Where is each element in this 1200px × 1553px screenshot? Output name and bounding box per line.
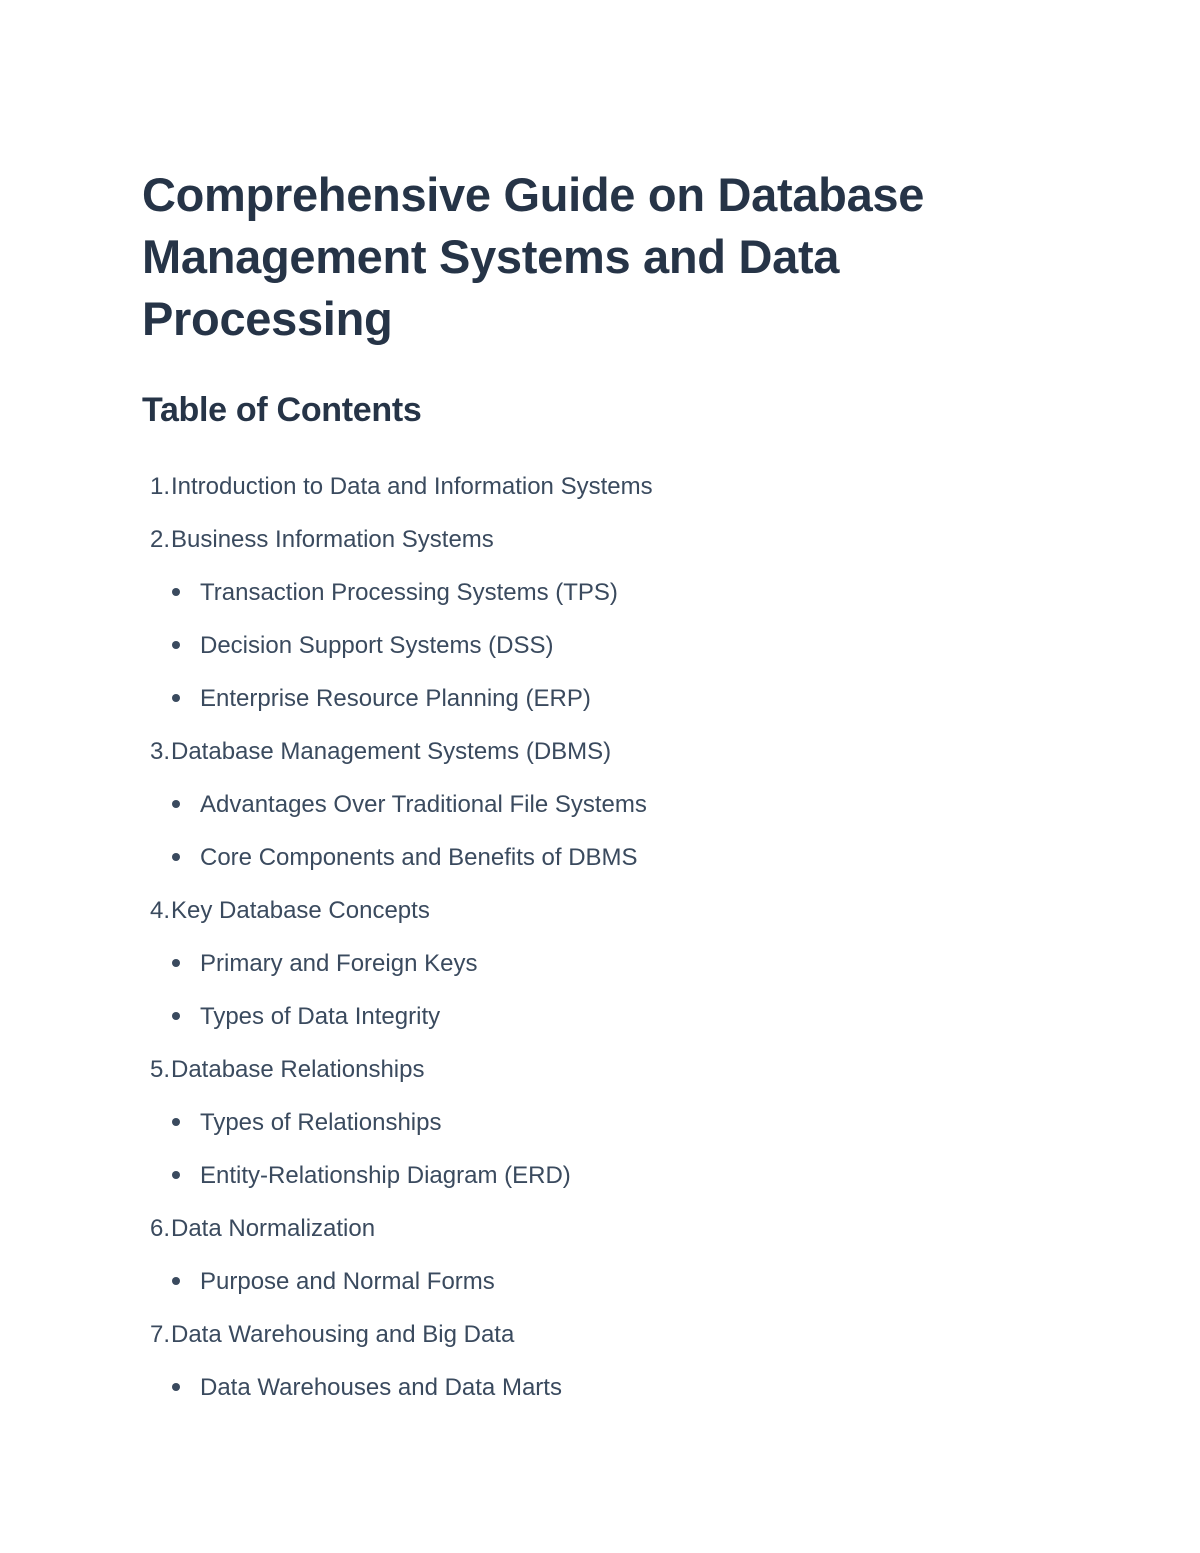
toc-section-number: 5. bbox=[149, 1056, 170, 1083]
toc-subitem[interactable] bbox=[142, 990, 1042, 1043]
toc-subitem[interactable] bbox=[142, 1096, 1042, 1149]
toc-item-label: Purpose and Normal Forms bbox=[200, 1268, 495, 1295]
toc-item-label: Types of Data Integrity bbox=[200, 1003, 441, 1030]
toc-section-number: 4. bbox=[149, 897, 170, 924]
toc-item-label: Business Information Systems bbox=[171, 526, 494, 553]
toc-subitem[interactable] bbox=[142, 1361, 1042, 1414]
toc-item-label: Data Warehousing and Big Data bbox=[171, 1321, 515, 1348]
toc-subitem[interactable] bbox=[142, 566, 1042, 619]
toc-item-label: Key Database Concepts bbox=[171, 897, 430, 924]
toc-item-label: Enterprise Resource Planning (ERP) bbox=[200, 685, 591, 712]
toc-section-item[interactable] bbox=[142, 1043, 1042, 1096]
toc-heading: Table of Contents bbox=[142, 391, 422, 429]
bullet-icon bbox=[172, 694, 180, 702]
bullet-icon bbox=[172, 959, 180, 967]
bullet-icon bbox=[172, 1118, 180, 1126]
document-title: Comprehensive Guide on Database Management Systems and Data Processing bbox=[142, 168, 925, 345]
toc-subitem[interactable] bbox=[142, 619, 1042, 672]
toc-subitem[interactable] bbox=[142, 1255, 1042, 1308]
toc-item-label: Data Normalization bbox=[171, 1215, 376, 1242]
toc-subitem[interactable] bbox=[142, 1149, 1042, 1202]
toc-section-number: 2. bbox=[149, 526, 170, 553]
toc-section-item[interactable] bbox=[142, 1308, 1042, 1361]
toc-section-number: 1. bbox=[149, 473, 170, 500]
toc-item-label: Data Warehouses and Data Marts bbox=[200, 1374, 562, 1401]
toc-section-item[interactable] bbox=[142, 513, 1042, 566]
toc-subitem[interactable] bbox=[142, 778, 1042, 831]
toc-item-label: Transaction Processing Systems (TPS) bbox=[200, 579, 618, 606]
toc-section-number: 6. bbox=[149, 1215, 170, 1242]
bullet-icon bbox=[172, 800, 180, 808]
toc-section-item[interactable] bbox=[142, 1202, 1042, 1255]
toc-item-label: Decision Support Systems (DSS) bbox=[200, 632, 554, 659]
toc-item-label: Types of Relationships bbox=[200, 1109, 442, 1136]
bullet-icon bbox=[172, 641, 180, 649]
toc-section-item[interactable] bbox=[142, 460, 1042, 513]
document-page bbox=[142, 164, 1042, 1414]
bullet-icon bbox=[172, 588, 180, 596]
toc-item-label: Entity-Relationship Diagram (ERD) bbox=[200, 1162, 571, 1189]
toc-item-label: Introduction to Data and Information Systems bbox=[171, 473, 653, 500]
bullet-icon bbox=[172, 853, 180, 861]
toc-subitem[interactable] bbox=[142, 937, 1042, 990]
toc-item-label: Core Components and Benefits of DBMS bbox=[200, 844, 638, 871]
bullet-icon bbox=[172, 1012, 180, 1020]
toc-section-item[interactable] bbox=[142, 725, 1042, 778]
toc-item-label: Database Relationships bbox=[171, 1056, 425, 1083]
toc-subitem[interactable] bbox=[142, 672, 1042, 725]
toc-section-number: 7. bbox=[149, 1321, 170, 1348]
toc-section-number: 3. bbox=[149, 738, 170, 765]
table-of-contents bbox=[142, 460, 1042, 1414]
toc-item-label: Primary and Foreign Keys bbox=[200, 950, 478, 977]
toc-subitem[interactable] bbox=[142, 831, 1042, 884]
bullet-icon bbox=[172, 1277, 180, 1285]
bullet-icon bbox=[172, 1171, 180, 1179]
toc-section-item[interactable] bbox=[142, 884, 1042, 937]
bullet-icon bbox=[172, 1383, 180, 1391]
toc-item-label: Database Management Systems (DBMS) bbox=[171, 738, 612, 765]
toc-item-label: Advantages Over Traditional File Systems bbox=[200, 791, 647, 818]
